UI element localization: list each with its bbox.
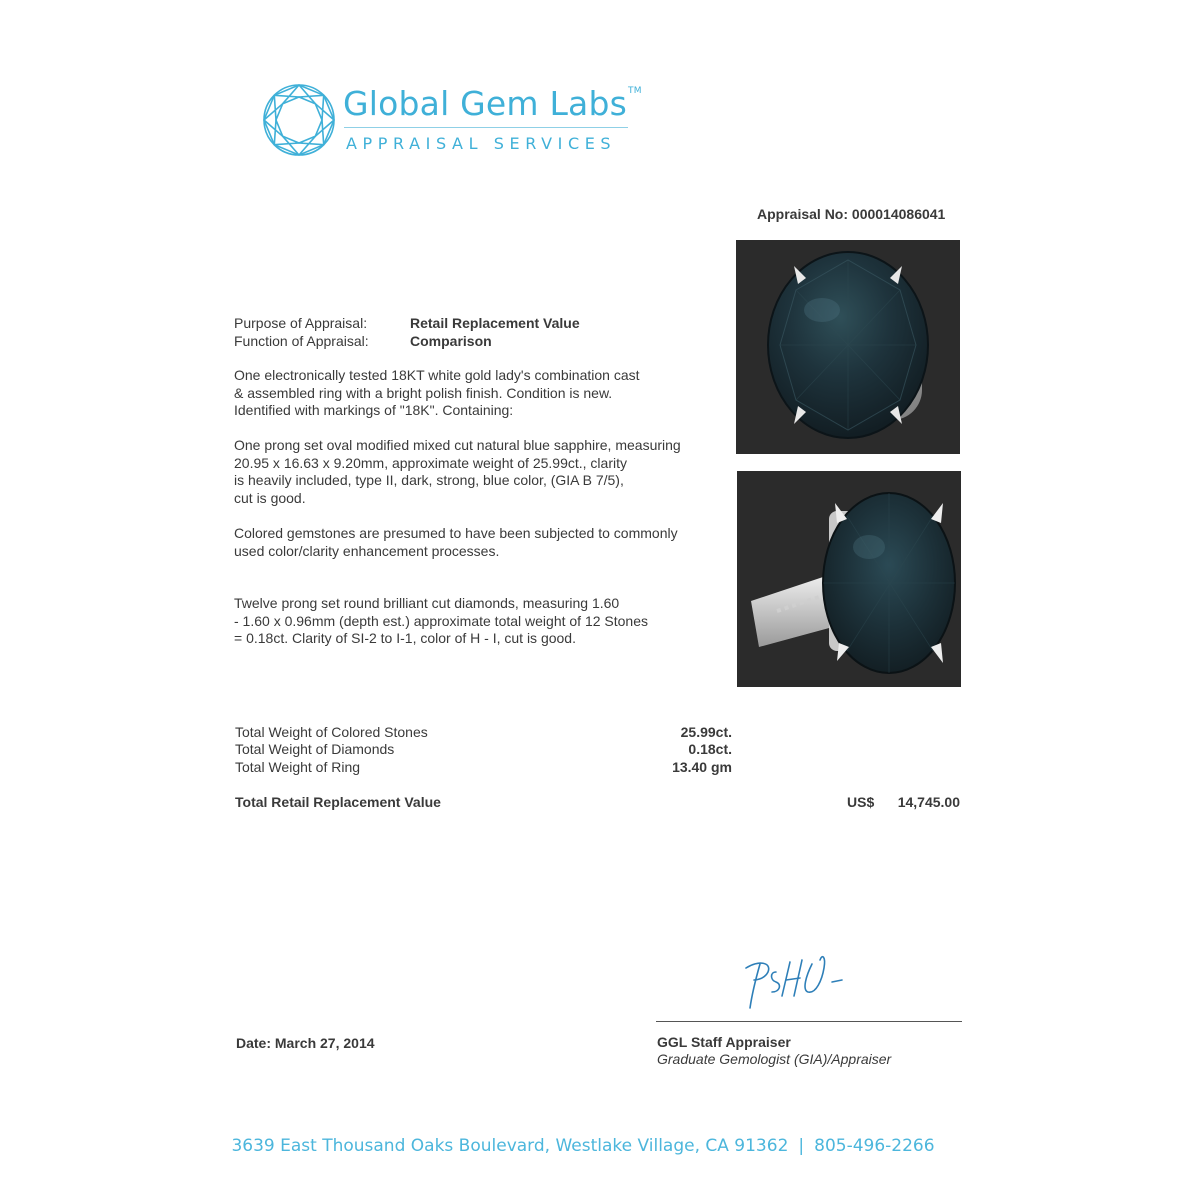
total-diamonds-value: 0.18ct. <box>688 741 732 757</box>
total-ring-weight-value: 13.40 gm <box>672 759 732 775</box>
function-value: Comparison <box>410 333 492 349</box>
ring-photo-side <box>737 471 961 687</box>
appraiser-title: Graduate Gemologist (GIA)/Appraiser <box>657 1051 892 1067</box>
enhancement-note: Colored gemstones are presumed to have been subjected to commonly used color/clarity enhancement processes. <box>234 525 678 559</box>
footer-separator: | <box>798 1136 805 1156</box>
handwritten-signature <box>736 950 856 1012</box>
brand-divider <box>344 127 628 128</box>
footer-contact <box>0 1136 1166 1156</box>
trademark: TM <box>628 86 642 96</box>
brand-name: Global Gem Labs™ <box>343 84 642 123</box>
purpose-label: Purpose of Appraisal: <box>234 315 368 331</box>
footer-address: 3639 East Thousand Oaks Boulevard, Westlake Village, CA 91362 <box>231 1136 789 1156</box>
brand-subtitle: APPRAISAL SERVICES <box>346 134 617 153</box>
appraisal-number: Appraisal No: 000014086041 <box>757 206 946 222</box>
signature-line <box>656 1021 962 1022</box>
ring-photo-top <box>736 240 960 454</box>
purpose-value: Retail Replacement Value <box>410 315 580 331</box>
ring-description: One electronically tested 18KT white gold lady's combination cast & assembled ring with a bright polish finish. Condition is new. Identified with markings of "18K". Containing: <box>234 367 640 418</box>
diamonds-description: Twelve prong set round brilliant cut diamonds, measuring 1.60 - 1.60 x 0.96mm (depth est.) approximate total weight of 12 Stones = 0.18ct. Clarity of SI-2 to I-1, color of H - I, cut is good. <box>234 595 648 646</box>
diamond-logo-icon <box>262 83 336 157</box>
ring-top-view-image <box>736 240 960 454</box>
total-ring-weight-label: Total Weight of Ring <box>235 759 361 775</box>
total-colored-stones-label: Total Weight of Colored Stones <box>235 724 428 740</box>
sapphire-description: One prong set oval modified mixed cut natural blue sapphire, measuring 20.95 x 16.63 x 9.20mm, approximate weight of 25.99ct., clarity is heavily included, type II, dark, strong, blue color, (GIA B 7/5), cut is good. <box>234 437 681 506</box>
total-diamonds-label: Total Weight of Diamonds <box>235 741 395 757</box>
ring-side-view-image <box>737 471 961 687</box>
function-label: Function of Appraisal: <box>234 333 369 349</box>
footer-phone: 805-496-2266 <box>814 1136 935 1156</box>
grand-total-currency: US$ <box>847 794 875 810</box>
appraiser-name: GGL Staff Appraiser <box>657 1034 791 1050</box>
total-colored-stones-value: 25.99ct. <box>680 724 732 740</box>
appraisal-date: Date: March 27, 2014 <box>236 1035 375 1051</box>
grand-total-amount: 14,745.00 <box>897 794 960 810</box>
grand-total-label: Total Retail Replacement Value <box>235 794 441 810</box>
